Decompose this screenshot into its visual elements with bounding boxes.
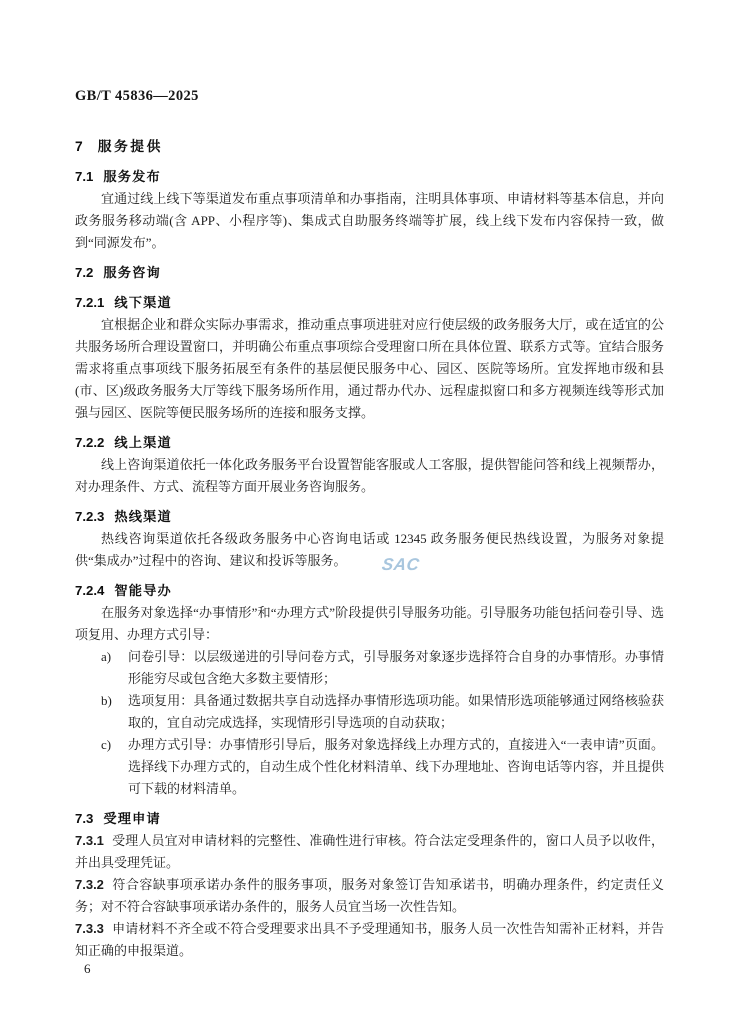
heading-clause-7-1 [75,166,664,188]
clause-number: 7.1 [75,169,94,184]
list-item-b [101,690,664,734]
clause-title: 服务提供 [97,139,163,154]
clause-text: 申请材料不齐全或不符合受理要求出具不予受理通知书，服务人员一次性告知需补正材料，并告知正确的申报渠道。 [75,921,664,958]
clause-title: 服务发布 [103,169,161,184]
paragraph-7-2-3: 热线咨询渠道依托各级政务服务中心咨询电话或 12345 政务服务便民热线设置，为服务对象提供“集成办”过程中的咨询、建议和投诉等服务。 [75,531,664,568]
guidance-list [75,646,664,800]
clause-number: 7.3.3 [75,921,104,936]
list-item-text: 选项复用：具备通过数据共享自动选择办事情形选项功能。如果情形选项能够通过网络核验获取的，宜自动完成选择，实现情形引导选项的自动获取； [128,693,664,730]
paragraph-7-3-2 [75,874,664,918]
list-item-text: 问卷引导：以层级递进的引导问卷方式，引导服务对象逐步选择符合自身的办事情形。办事情形能穷尽或包含绝大多数主要情形； [128,649,664,686]
heading-clause-7 [75,136,664,158]
clause-number: 7.2.2 [75,435,105,450]
paragraph-7-1: 宜通过线上线下等渠道发布重点事项清单和办事指南，注明具体事项、申请材料等基本信息，并向政务服务移动端(含 APP、小程序等)、集成式自助服务终端等扩展，线上线下发布内容保持一致，做到“同源发布”。 [75,191,664,250]
clause-number: 7 [75,139,83,154]
list-item-c [101,734,664,800]
standard-number-header: GB/T 45836—2025 [75,88,199,104]
paragraph-7-2-4-intro: 在服务对象选择“办事情形”和“办理方式”阶段提供引导服务功能。引导服务功能包括问卷引导、选项复用、办理方式引导： [75,605,664,642]
list-item-a [101,646,664,690]
heading-clause-7-2-1 [75,292,664,314]
list-item-label: a) [101,649,112,664]
clause-text: 符合容缺事项承诺办条件的服务事项，服务对象签订告知承诺书，明确办理条件，约定责任义务；对不符合容缺事项承诺办条件的，服务人员宜当场一次性告知。 [75,877,664,914]
clause-title: 热线渠道 [114,509,172,524]
clause-number: 7.3.2 [75,877,104,892]
clause-title: 服务咨询 [103,265,161,280]
clause-number: 7.2.3 [75,509,105,524]
document-body [75,136,664,962]
clause-title: 智能导办 [114,583,172,598]
heading-clause-7-3 [75,808,664,830]
list-item-label: b) [101,693,112,708]
page-number: 6 [84,961,91,976]
paragraph-7-2-2: 线上咨询渠道依托一体化政务服务平台设置智能客服或人工客服，提供智能问答和线上视频帮办，对办理条件、方式、流程等方面开展业务咨询服务。 [75,457,664,494]
list-item-text: 办理方式引导：办事情形引导后，服务对象选择线上办理方式的，直接进入“一表申请”页面。选择线下办理方式的，自动生成个性化材料清单、线下办理地址、咨询电话等内容，并且提供可下载的材料清单。 [128,737,664,796]
clause-number: 7.3.1 [75,833,104,848]
heading-clause-7-2 [75,262,664,284]
clause-number: 7.2 [75,265,94,280]
clause-text: 受理人员宜对申请材料的完整性、准确性进行审核。符合法定受理条件的，窗口人员予以收件，并出具受理凭证。 [75,833,664,870]
clause-number: 7.2.1 [75,295,105,310]
sac-watermark: SAC [380,555,421,574]
list-item-label: c) [101,737,112,752]
clause-title: 受理申请 [103,811,161,826]
heading-clause-7-2-4 [75,580,664,602]
paragraph-7-3-1 [75,830,664,874]
paragraph-7-3-3 [75,918,664,962]
paragraph-7-2-1: 宜根据企业和群众实际办事需求，推动重点事项进驻对应行使层级的政务服务大厅，或在适宜的公共服务场所合理设置窗口，并明确公布重点事项综合受理窗口所在具体位置、联系方式等。宜结合服务需求将重点事项线下服务拓展至有条件的基层便民服务中心、园区、医院等场所。宜发挥地市级和县(市、区)级政务服务大厅等线下服务场所作用，通过帮办代办、远程虚拟窗口和多方视频连线等形式加强与园区、医院等便民服务场所的连接和服务支撑。 [75,317,664,420]
clause-title: 线下渠道 [114,295,172,310]
clause-title: 线上渠道 [114,435,172,450]
clause-number: 7.3 [75,811,94,826]
heading-clause-7-2-2 [75,432,664,454]
heading-clause-7-2-3 [75,506,664,528]
clause-number: 7.2.4 [75,583,105,598]
